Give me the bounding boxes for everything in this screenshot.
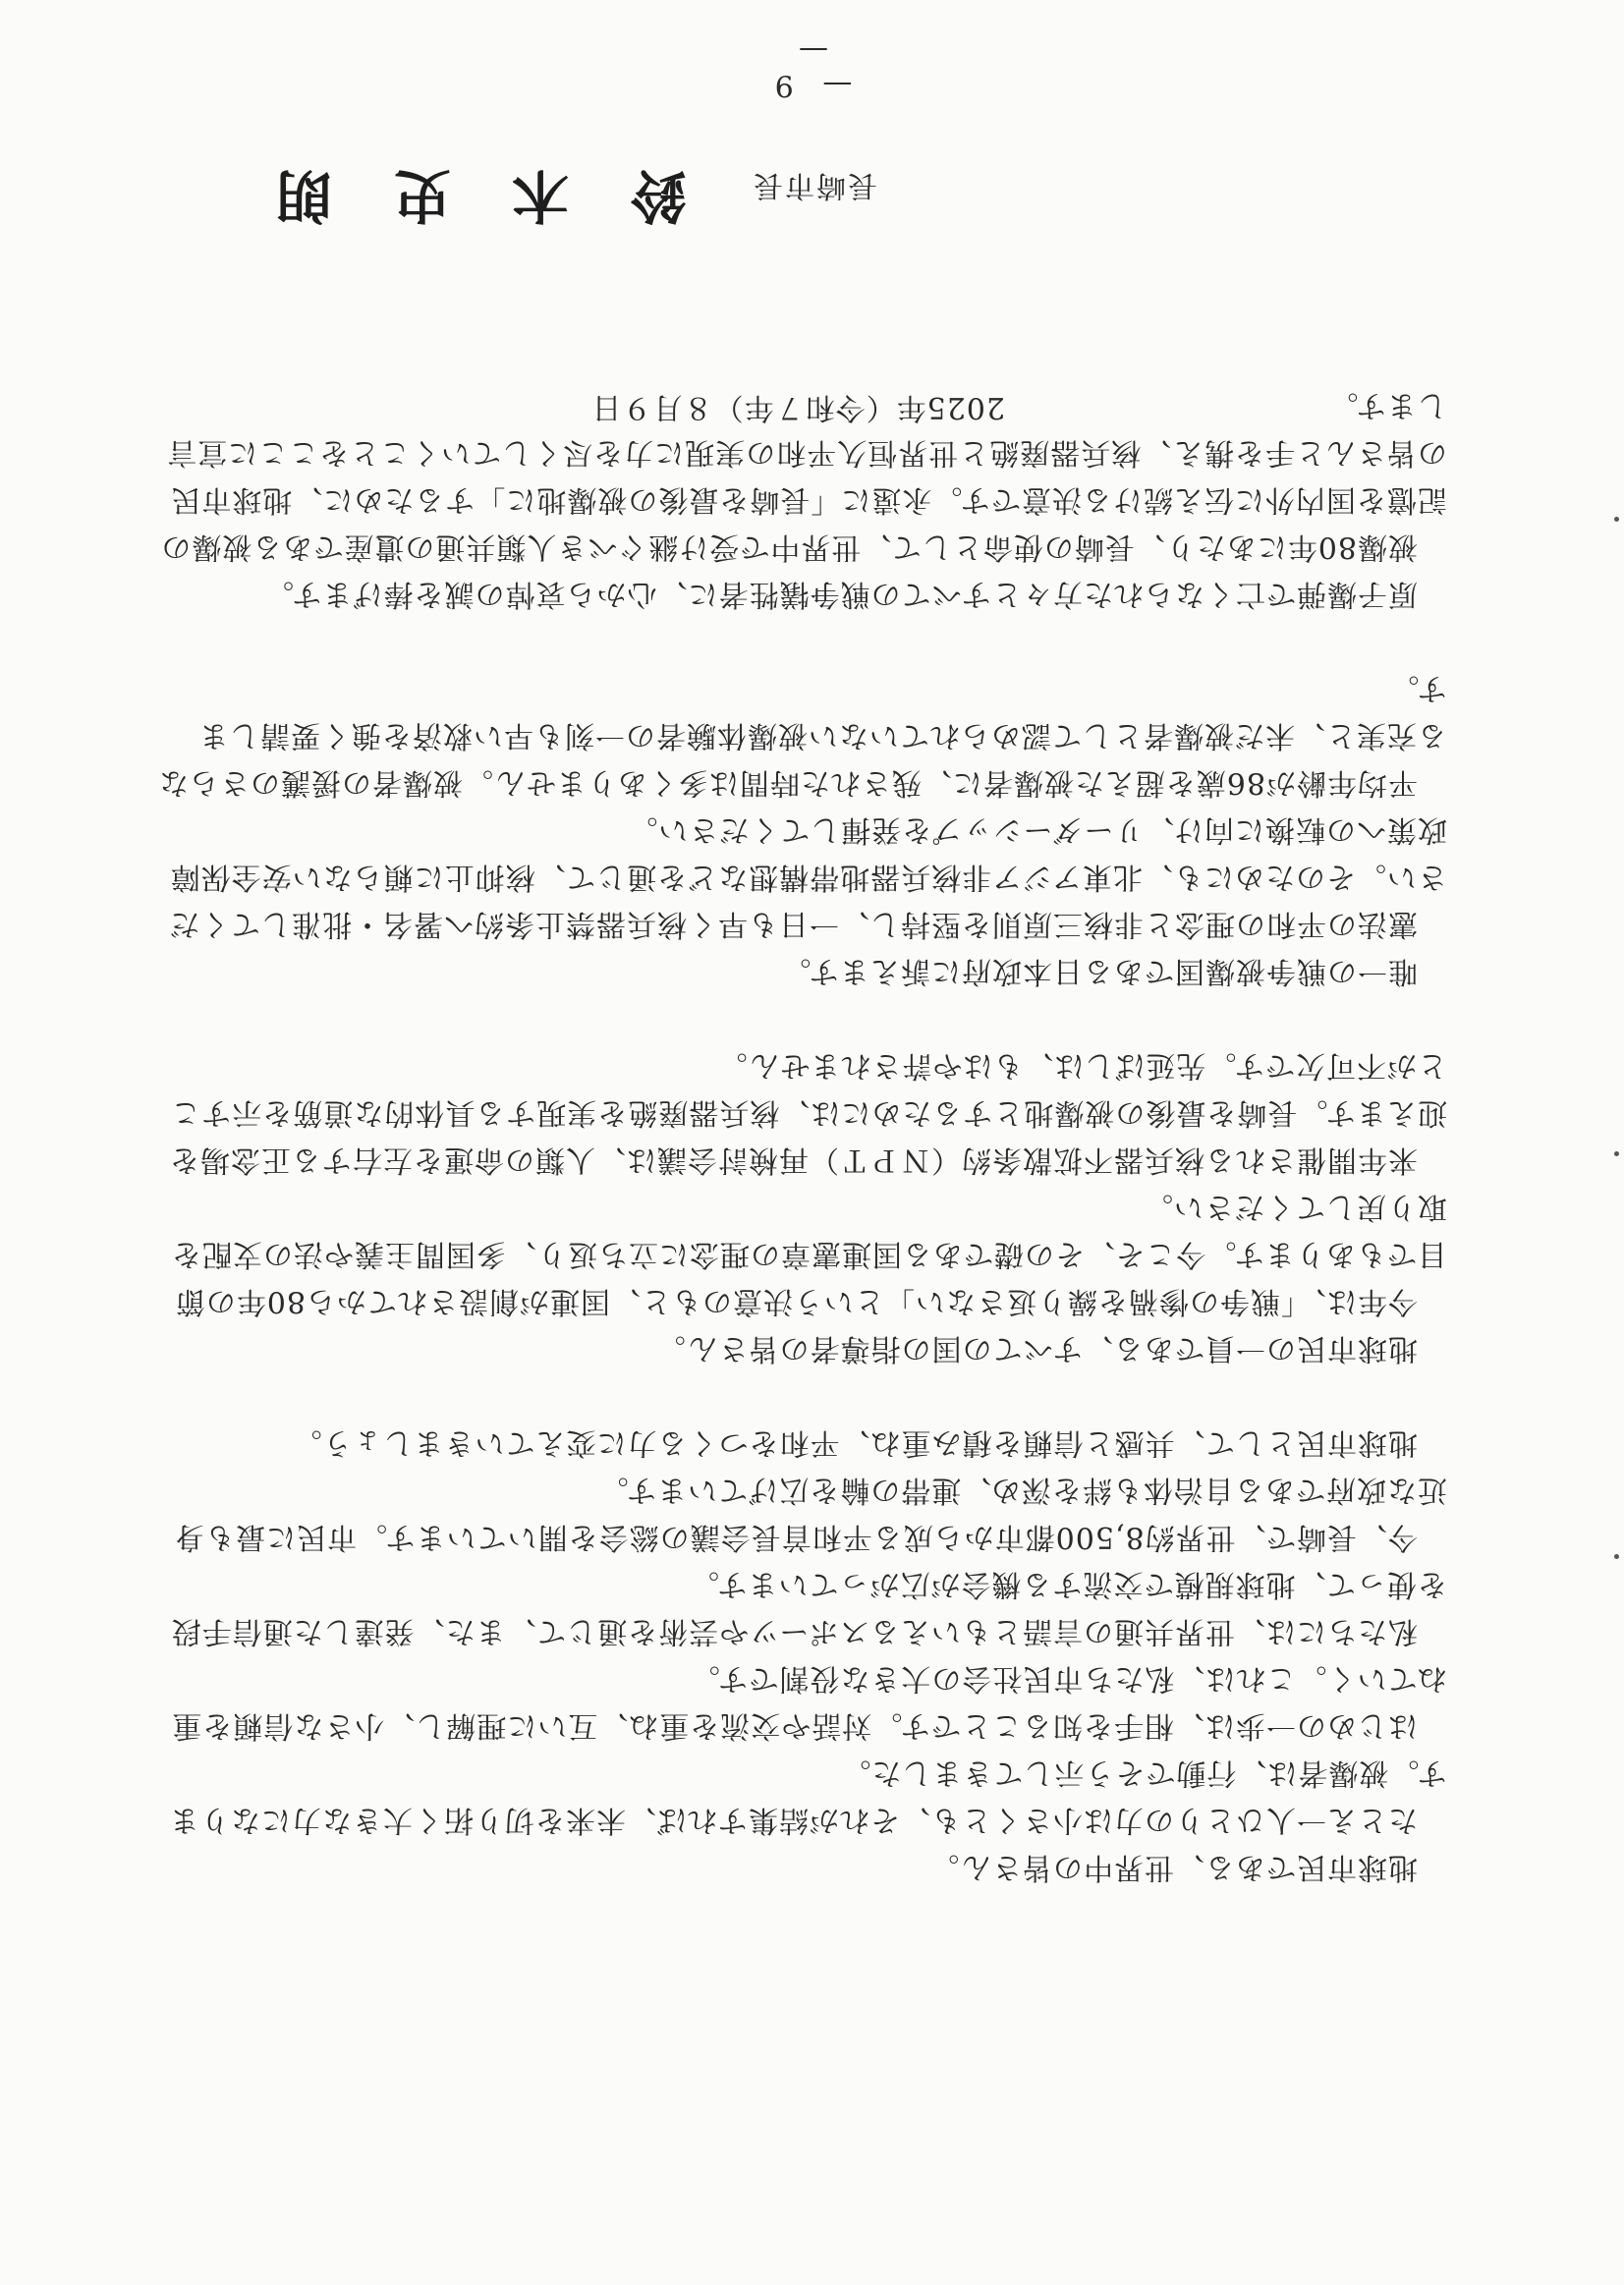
paragraph: 平均年齢が86歳を超えた被爆者に、残された時間は多くありません。被爆者の援護のさらなる充実と、未だ被爆者として認められていない被爆体験者の一刻も早い救済を強く要請します。 [158,671,1447,800]
paragraph: 地球市民の一員である、すべての国の指導者の皆さん。 [654,1331,1418,1365]
paragraph: 私たちには、世界共通の言語ともいえるスポーツや芸術を通じて、また、発達した通信手段を使って、地球規模で交流する機会が広がっています。 [170,1567,1447,1648]
paragraph: たとえ一人ひとりの力は小さくとも、それが結集すれば、未来を切り拓く大きな力になります。被爆者は、行動でそう示してきました。 [169,1756,1447,1837]
paragraph: 地球市民として、共感と信頼を積み重ね、平和をつくる力に変えていきましょう。 [291,1425,1418,1460]
paragraph: 今年は、「戦争の惨禍を繰り返さない」という決意のもと、国連が創設されてから80年の節目でもあります。今こそ、その礎である国連憲章の理念に立ち返り、多国間主義や法の支配を取り戻してください。 [171,1190,1447,1318]
signature-block [131,159,877,238]
paragraph: 来年開催される核兵器不拡散条約（ＮＰＴ）再検討会議は、人類の命運を左右する正念場を迎えます。長崎を最後の被爆地とするためには、核兵器廃絶を実現する具体的な道筋を示すことが不可欠です。先延ばしは、もはや許されません。 [169,1048,1447,1177]
paragraph: 被爆80年にあたり、長崎の使命として、世界中で受け継ぐべき人類共通の遺産である被爆の記憶を国内外に伝え続ける決意です。永遠に「長崎を最後の被爆地に」するために、地球市民の皆さんと手を携え、核兵器廃絶と世界恒久平和の実現に力を尽くしていくことをここに宣言します。 [160,388,1447,564]
scan-speck [1614,517,1619,522]
paragraph: はじめの一歩は、相手を知ることです。対話や交流を重ね、互いに理解し、小さな信頼を重ねていく。これは、私たち市民社会の大きな役割です。 [171,1661,1447,1743]
page-number: — 9 — [764,33,853,102]
paragraph: 今、長崎で、世界約8,500都市から成る平和首長会議の総会を開いています。市民に最も身近な政府である自治体も絆を深め、連帯の輪を広げています。 [174,1473,1447,1554]
paragraph: 地球市民である、世界中の皆さん。 [928,1850,1418,1884]
paragraph: 唯一の戦争被爆国である日本政府に訴えます。 [780,954,1418,988]
signer-title: 長崎市長 [752,168,877,202]
declaration-date: 2025年（令和７年）８月９日 [590,390,1005,424]
paragraph: 原子爆弾で亡くなられた方々とすべての戦争犠牲者に、心から哀悼の誠を捧げます。 [263,577,1418,611]
scan-speck [1614,1151,1619,1156]
paragraph: 憲法の平和の理念と非核三原則を堅持し、一日も早く核兵器禁止条約へ署名・批准してください。そのためにも、北東アジア非核兵器地帯構想などを通じて、核抑止に頼らない安全保障政策への転換に向け、リーダーシップを発揮してください。 [169,812,1447,941]
scan-speck [1614,1554,1619,1559]
declaration-body [150,381,1447,1890]
signer-name: 鈴木史朗 [214,162,687,229]
